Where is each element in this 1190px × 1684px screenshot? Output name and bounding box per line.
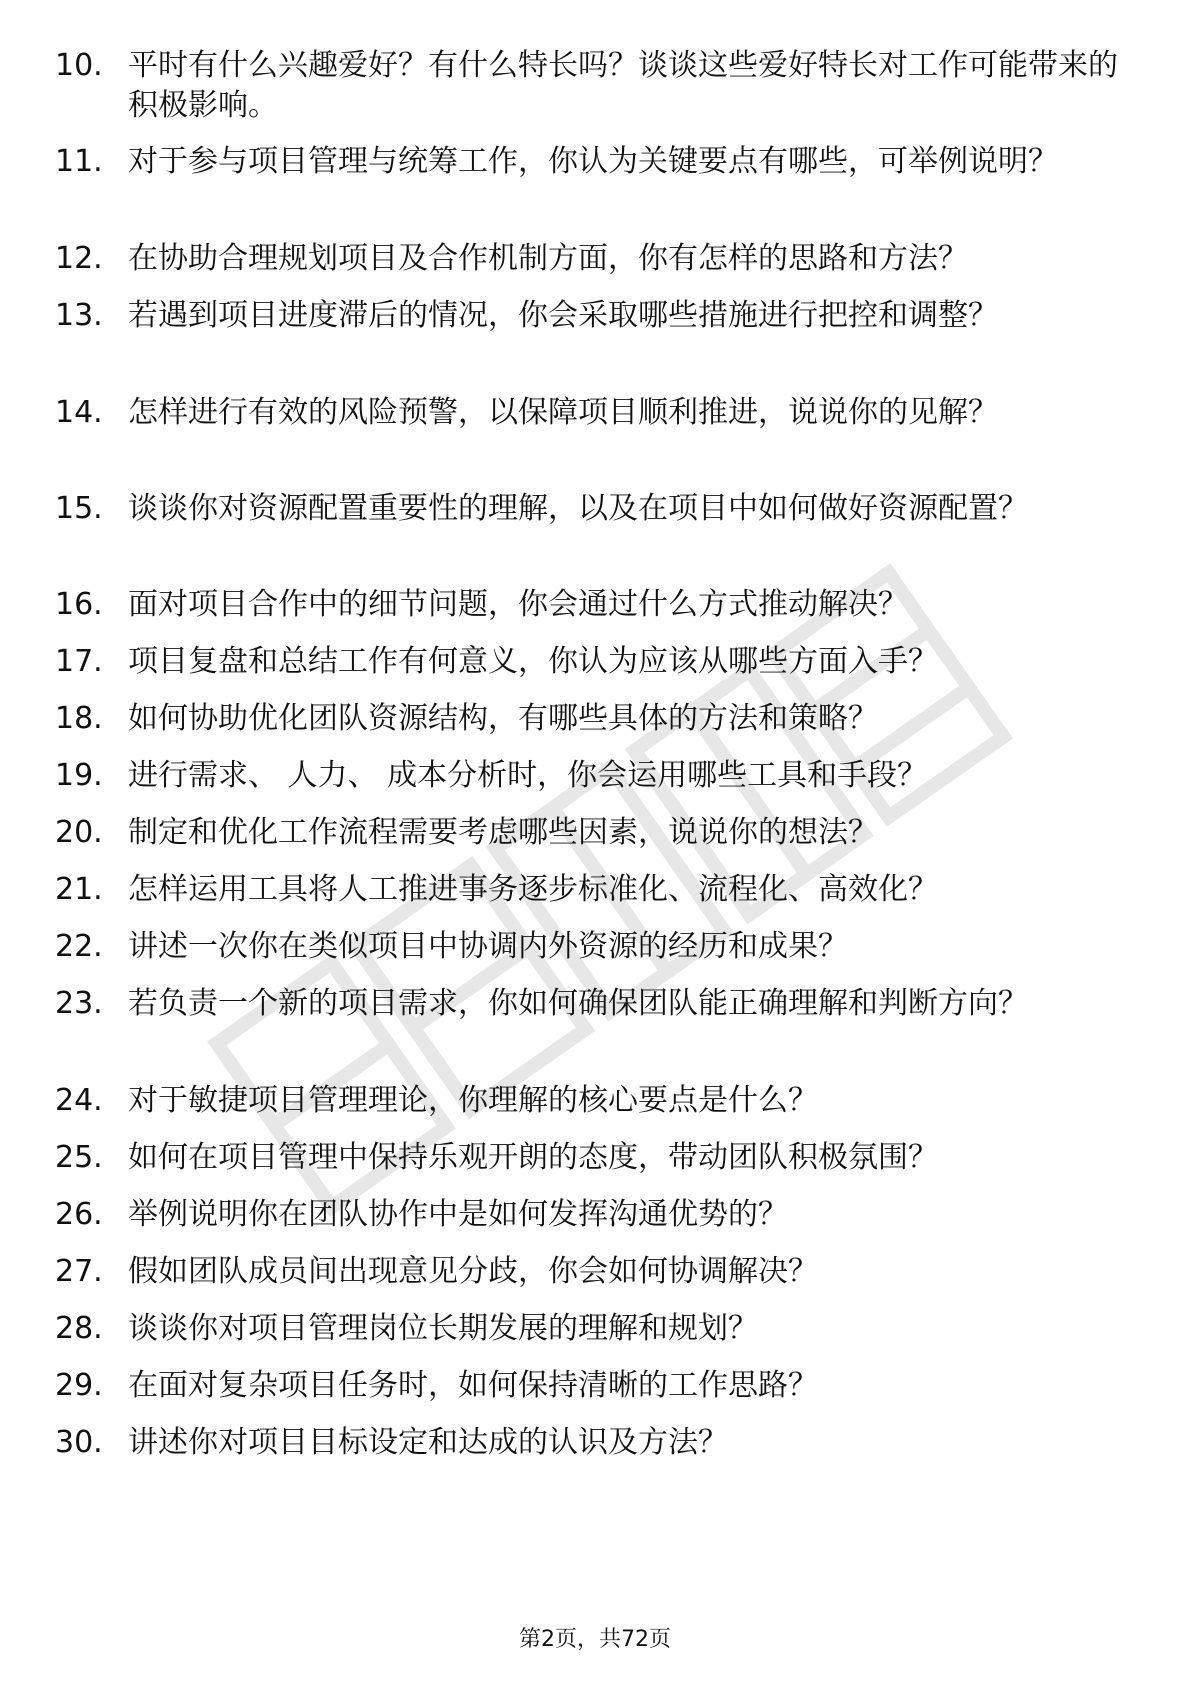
question-text: 谈谈你对项目管理岗位长期发展的理解和规划？ [128, 1311, 758, 1346]
list-item [55, 489, 1135, 529]
question-text: 如何在项目管理中保持乐观开朗的态度，带动团队积极氛围？ [128, 1140, 938, 1175]
list-item [55, 1252, 1135, 1292]
list-item [55, 1195, 1135, 1235]
question-number: 10. [55, 48, 103, 83]
question-text: 在协助合理规划项目及合作机制方面，你有怎样的思路和方法？ [128, 241, 968, 276]
list-item [55, 393, 1135, 433]
list-item [55, 984, 1135, 1024]
question-number: 11. [55, 144, 103, 179]
list-item [55, 870, 1135, 910]
question-text: 谈谈你对资源配置重要性的理解，以及在项目中如何做好资源配置？ [128, 491, 1028, 526]
question-text: 对于敏捷项目管理理论，你理解的核心要点是什么？ [128, 1083, 818, 1118]
question-text: 平时有什么兴趣爱好？有什么特长吗？谈谈这些爱好特长对工作可能带来的积极影响。 [128, 48, 1118, 123]
question-text: 怎样运用工具将人工推进事务逐步标准化、流程化、高效化？ [128, 872, 938, 907]
list-item [55, 1309, 1135, 1349]
question-number: 12. [55, 241, 103, 276]
question-number: 22. [55, 929, 103, 964]
question-number: 27. [55, 1254, 103, 1289]
question-number: 14. [55, 395, 103, 430]
question-text: 项目复盘和总结工作有何意义，你认为应该从哪些方面入手？ [128, 644, 938, 679]
question-text: 若负责一个新的项目需求，你如何确保团队能正确理解和判断方向？ [128, 986, 1028, 1021]
list-item [55, 296, 1135, 336]
list-item [55, 699, 1135, 739]
question-number: 30. [55, 1425, 103, 1460]
question-number: 24. [55, 1083, 103, 1118]
question-text: 如何协助优化团队资源结构，有哪些具体的方法和策略？ [128, 701, 878, 736]
question-text: 举例说明你在团队协作中是如何发挥沟通优势的？ [128, 1197, 788, 1232]
question-text: 面对项目合作中的细节问题，你会通过什么方式推动解决？ [128, 587, 908, 622]
list-item [55, 1423, 1135, 1463]
question-text: 对于参与项目管理与统筹工作，你认为关键要点有哪些，可举例说明？ [128, 144, 1058, 179]
question-number: 25. [55, 1140, 103, 1175]
question-text: 进行需求、 人力、 成本分析时，你会运用哪些工具和手段？ [128, 758, 928, 793]
question-number: 29. [55, 1368, 103, 1403]
question-text: 讲述你对项目目标设定和达成的认识及方法？ [128, 1425, 728, 1460]
list-item [55, 46, 1135, 126]
question-number: 17. [55, 644, 103, 679]
question-number: 16. [55, 587, 103, 622]
list-item [55, 813, 1135, 853]
list-item [55, 1366, 1135, 1406]
question-number: 13. [55, 298, 103, 333]
question-text: 若遇到项目进度滞后的情况，你会采取哪些措施进行把控和调整？ [128, 298, 998, 333]
question-text: 制定和优化工作流程需要考虑哪些因素，说说你的想法？ [128, 815, 878, 850]
list-item [55, 756, 1135, 796]
page-number: 第2页，共72页 [519, 1627, 671, 1652]
question-text: 讲述一次你在类似项目中协调内外资源的经历和成果？ [128, 929, 848, 964]
list-item [55, 642, 1135, 682]
question-text: 在面对复杂项目任务时，如何保持清晰的工作思路？ [128, 1368, 818, 1403]
question-number: 18. [55, 701, 103, 736]
question-text: 怎样进行有效的风险预警，以保障项目顺利推进，说说你的见解？ [128, 395, 998, 430]
question-number: 20. [55, 815, 103, 850]
list-item [55, 1138, 1135, 1178]
list-item [55, 585, 1135, 625]
question-number: 28. [55, 1311, 103, 1346]
list-item [55, 927, 1135, 967]
list-item [55, 142, 1135, 182]
question-number: 15. [55, 491, 103, 526]
question-number: 23. [55, 986, 103, 1021]
question-number: 21. [55, 872, 103, 907]
question-number: 19. [55, 758, 103, 793]
list-item [55, 1081, 1135, 1121]
question-number: 26. [55, 1197, 103, 1232]
list-item [55, 239, 1135, 279]
question-text: 假如团队成员间出现意见分歧，你会如何协调解决？ [128, 1254, 818, 1289]
